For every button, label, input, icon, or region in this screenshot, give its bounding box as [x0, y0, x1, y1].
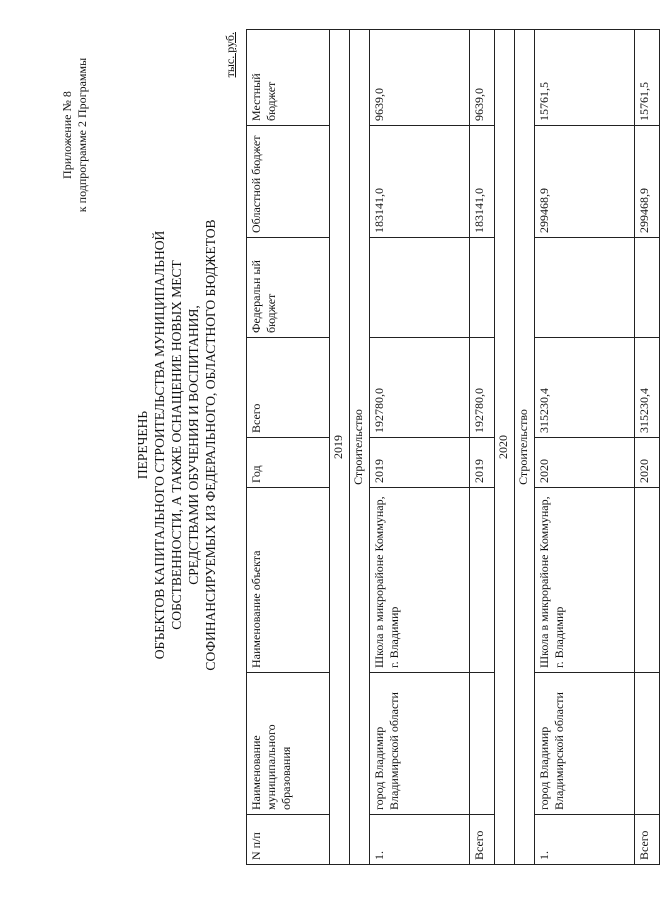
- cell-total: 315230,4: [635, 338, 660, 438]
- cell-regional: 183141,0: [470, 126, 495, 238]
- cell-regional: 183141,0: [370, 126, 470, 238]
- cell-total: 192780,0: [470, 338, 495, 438]
- table-row: [535, 30, 635, 865]
- header-municipality: Наименование муниципального образования: [247, 673, 330, 815]
- cell-object: Школа в микрорайоне Коммунар, г. Владимир: [535, 488, 635, 673]
- title-line-5: СОФИНАНСИРУЕМЫХ ИЗ ФЕДЕРАЛЬНОГО, ОБЛАСТНОГО БЮДЖЕТОВ: [203, 219, 218, 671]
- cell-regional: 299468,9: [535, 126, 635, 238]
- cell-empty: [635, 673, 660, 815]
- cell-total-label: Всего: [635, 815, 660, 865]
- header-regional: Областной бюджет: [247, 126, 330, 238]
- section-year: 2019: [330, 30, 350, 865]
- header-object: Наименование объекта: [247, 488, 330, 673]
- appendix-line-2: к подпрограмме 2 Программы: [75, 57, 89, 213]
- title-line-4: СРЕДСТВАМИ ОБУЧЕНИЯ И ВОСПИТАНИЯ,: [186, 305, 201, 585]
- table-header-row: [247, 30, 330, 865]
- section-category: Строительство: [350, 30, 370, 865]
- section-year-row: [330, 30, 350, 865]
- units-label: тыс. руб.: [223, 32, 237, 78]
- header-year: Год: [247, 438, 330, 488]
- section-category-row: [515, 30, 535, 865]
- cell-total-label: Всего: [470, 815, 495, 865]
- header-local: Местный бюджет: [247, 30, 330, 126]
- table-row: [370, 30, 470, 865]
- cell-year: 2020: [635, 438, 660, 488]
- cell-local: 9639,0: [370, 30, 470, 126]
- title-line-1: ПЕРЕЧЕНЬ: [135, 410, 150, 480]
- section-year: 2020: [495, 30, 515, 865]
- title-line-3: СОБСТВЕННОСТИ, А ТАКЖЕ ОСНАЩЕНИЕ НОВЫХ МЕСТ: [169, 260, 184, 630]
- cell-year: 2019: [470, 438, 495, 488]
- cell-municipality: город Владимир Владимирской области: [370, 673, 470, 815]
- objects-table: [246, 29, 660, 865]
- cell-num: 1.: [535, 815, 635, 865]
- section-year-row: [495, 30, 515, 865]
- cell-federal: [370, 238, 470, 338]
- cell-empty: [470, 673, 495, 815]
- table-total-row: [635, 30, 660, 865]
- cell-year: 2019: [370, 438, 470, 488]
- cell-local: 15761,5: [635, 30, 660, 126]
- cell-year: 2020: [535, 438, 635, 488]
- appendix-note: [60, 45, 90, 225]
- cell-total: 192780,0: [370, 338, 470, 438]
- header-total: Всего: [247, 338, 330, 438]
- section-category-row: [350, 30, 370, 865]
- cell-federal: [635, 238, 660, 338]
- cell-federal: [470, 238, 495, 338]
- header-federal: Федеральн ый бюджет: [247, 238, 330, 338]
- cell-total: 315230,4: [535, 338, 635, 438]
- cell-municipality: город Владимир Владимирской области: [535, 673, 635, 815]
- cell-num: 1.: [370, 815, 470, 865]
- appendix-line-1: Приложение № 8: [60, 91, 74, 179]
- document-title: [134, 65, 219, 825]
- section-category: Строительство: [515, 30, 535, 865]
- cell-empty: [635, 488, 660, 673]
- cell-object: Школа в микрорайоне Коммунар, г. Владимир: [370, 488, 470, 673]
- cell-local: 9639,0: [470, 30, 495, 126]
- cell-federal: [535, 238, 635, 338]
- cell-local: 15761,5: [535, 30, 635, 126]
- rotated-content: [56, 30, 651, 865]
- title-line-2: ОБЪЕКТОВ КАПИТАЛЬНОГО СТРОИТЕЛЬСТВА МУНИЦИПАЛЬНОЙ: [152, 230, 167, 660]
- table-total-row: [470, 30, 495, 865]
- cell-regional: 299468,9: [635, 126, 660, 238]
- cell-empty: [470, 488, 495, 673]
- header-num: N п/п: [247, 815, 330, 865]
